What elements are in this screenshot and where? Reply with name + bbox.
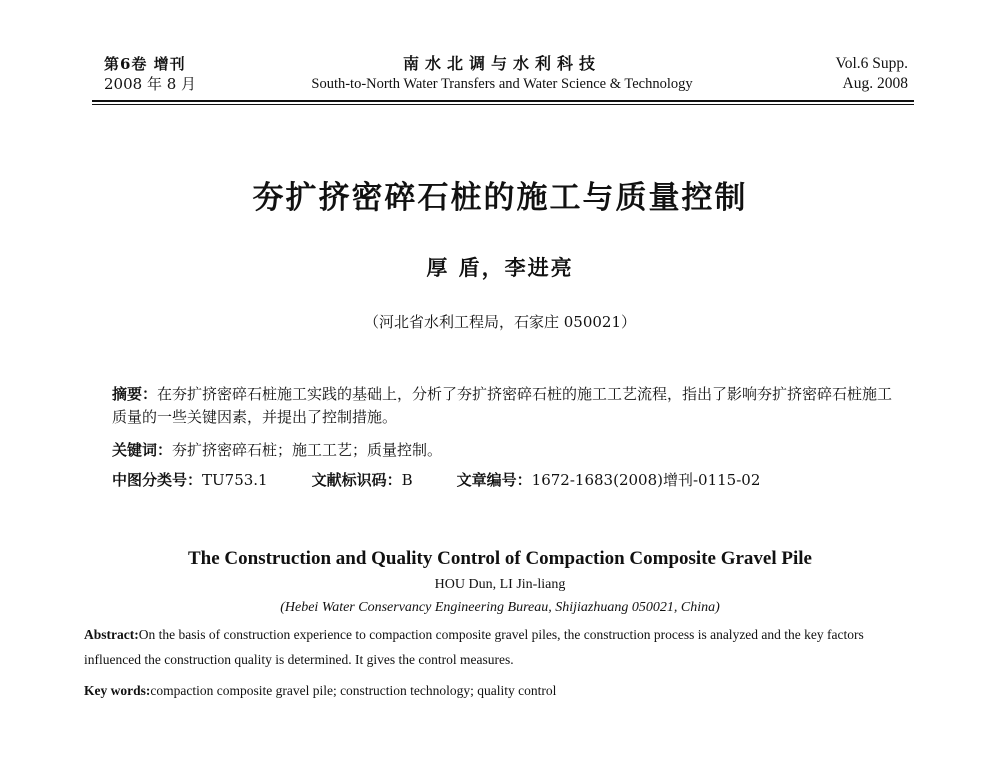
paper-title-cn: 夯扩挤密碎石桩的施工与质量控制 [252, 180, 748, 216]
header-rule-thick [92, 100, 914, 102]
keywords-label-en: Key words: [84, 683, 151, 698]
volume-issue: 第6卷 增刊 [104, 55, 186, 73]
abstract-label-cn: 摘要： [112, 385, 158, 403]
publication-date-cn: 2008 年 8 月 [104, 75, 197, 93]
header-center [282, 54, 722, 94]
volume-en: Vol.6 Supp. [835, 55, 908, 72]
abstract-en [84, 622, 920, 672]
paper-title-en: The Construction and Quality Control of Compaction Composite Gravel Pile [187, 548, 812, 569]
abstract-text-en: On the basis of construction experience to compaction composite gravel piles, the construction process is analyzed and the key factors influenced the construction quality is determined. It gives the control measures. [84, 627, 864, 667]
doc-code-value: B [401, 471, 413, 489]
publication-date-en: Aug. 2008 [842, 75, 908, 92]
clc-value: TU753.1 [202, 471, 268, 489]
clc-label: 中图分类号： [112, 471, 203, 489]
doc-code-label: 文献标识码： [311, 471, 402, 489]
article-no-item [457, 471, 761, 489]
abstract-label-en: Abstract: [84, 627, 139, 642]
doc-code-item [312, 469, 413, 492]
keywords-cn [112, 439, 902, 462]
header-right [836, 54, 909, 94]
journal-name-cn: 南水北调与水利科技 [402, 54, 601, 73]
article-no-label: 文章编号： [456, 471, 532, 489]
affiliation-en: (Hebei Water Conservancy Engineering Bureau, Shijiazhuang 050021, China) [280, 600, 720, 615]
keywords-label-cn: 关键词： [112, 441, 173, 459]
header-rule-thin [92, 104, 914, 105]
header-left [104, 54, 196, 94]
journal-header [92, 54, 912, 102]
authors-cn: 厚 盾，李进亮 [426, 255, 574, 280]
classification-line [112, 469, 902, 492]
affiliation-cn: （河北省水利工程局，石家庄 050021） [363, 313, 637, 331]
abstract-cn [112, 383, 902, 429]
article-no-value: 1672-1683(2008)增刊-0115-02 [531, 471, 761, 489]
clc-item [112, 469, 268, 492]
abstract-text-cn: 在夯扩挤密碎石桩施工实践的基础上，分析了夯扩挤密碎石桩的施工工艺流程，指出了影响夯扩挤密碎石桩施工质量的一些关键因素，并提出了控制措施。 [112, 385, 893, 426]
keywords-text-cn: 夯扩挤密碎石桩；施工工艺；质量控制。 [172, 441, 443, 459]
keywords-en [84, 678, 920, 703]
keywords-text-en: compaction composite gravel pile; construction technology; quality control [150, 683, 557, 698]
journal-name-en: South-to-North Water Transfers and Water Science & Technology [311, 76, 693, 92]
authors-en: HOU Dun, LI Jin-liang [434, 577, 566, 592]
